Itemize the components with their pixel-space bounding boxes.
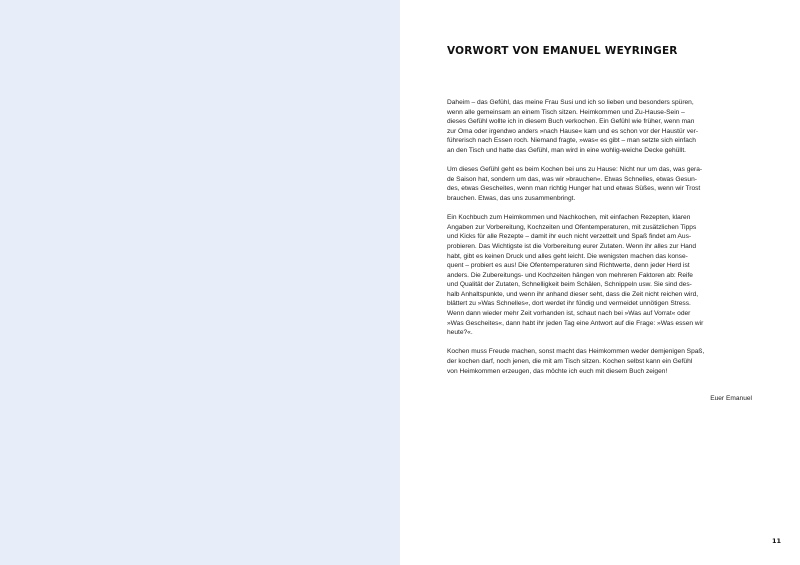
text-line: führerisch nach Essen roch. Niemand fragte, »was« es gibt – man setzte sich einfach [447, 137, 696, 145]
text-line: halb Anhaltspunkte, und wenn ihr anhand dieser seht, dass die Zeit nicht reichen wird, [447, 290, 699, 298]
text-line: und Kicks für alle Rezepte – damit ihr euch nicht verzettelt und Spaß findet am Aus- [447, 233, 692, 241]
text-line: von Heimkommen erzeugen, das möchte ich euch mit diesem Buch zeigen! [447, 367, 668, 375]
paragraph-4 [447, 347, 760, 376]
text-line: Um dieses Gefühl geht es beim Kochen bei uns zu Hause: Nicht nur um das, was gera- [447, 166, 703, 174]
text-line: Daheim – das Gefühl, das meine Frau Susi und ich so lieben und besonders spüren, [447, 99, 694, 106]
text-line: blättert zu »Was Schnelles«, dort werdet ihr fündig und vermeidet unnötigen Stress. [447, 300, 691, 308]
text-line: brauchen. Etwas, das uns zusammenbringt. [447, 194, 576, 202]
text-line: Ein Kochbuch zum Heimkommen und Nachkochen, mit einfachen Rezepten, klaren [447, 214, 691, 222]
paragraph-3 [447, 213, 760, 338]
text-line: dieses Gefühl wollte ich in diesem Buch verkochen. Ein Gefühl wie früher, wenn man [447, 118, 695, 126]
text-line: quent – probiert es aus! Die Ofentemperaturen sind Richtwerte, denn jeder Herd ist [447, 262, 690, 270]
text-line: probieren. Das Wichtigste ist die Vorbereitung eurer Zutaten. Wenn ihr alles zur Hand [447, 242, 697, 250]
text-line: des, etwas Gescheites, wenn man richtig Hunger hat und etwas Süßes, wenn wir Trost [447, 185, 701, 193]
paragraph-1 [447, 98, 760, 156]
page-title: VORWORT VON EMANUEL WEYRINGER [447, 45, 678, 57]
text-line: Angaben zur Vorbereitung, Kochzeiten und Ofentemperaturen, mit zusätzlichen Tipps [447, 223, 697, 231]
signature: Euer Emanuel [710, 395, 752, 402]
text-line: Wenn dann wieder mehr Zeit vorhanden ist, schaut nach bei »Was auf Vorrat« oder [447, 310, 691, 318]
text-line: der kochen darf, noch jenen, die mit am Tisch sitzen. Kochen selbst kann ein Gefühl [447, 358, 693, 366]
text-line: de Saison hat, sondern um das, was wir »brauchen«. Etwas Schnelles, etwas Gesun- [447, 175, 697, 183]
page-number: 11 [771, 537, 781, 545]
text-line: habt, gibt es keinen Druck und alles geht leicht. Die wenigsten machen das konse- [447, 252, 688, 260]
text-line: heute?«. [447, 329, 473, 337]
text-line: an den Tisch und hatte das Gefühl, man wird in eine wohlig-weiche Decke gehüllt. [447, 146, 686, 154]
paragraph-2 [447, 165, 760, 203]
text-line: und Qualität der Zutaten, Schnelligkeit beim Schälen, Schnippeln usw. Sie sind des- [447, 281, 692, 289]
body-text [447, 98, 760, 386]
text-line: »Was Gescheites«, dann habt ihr jeden Tag eine Antwort auf die Frage: »Was essen wir [447, 319, 704, 327]
text-line: zur Oma oder irgendwo anders »nach Hause« kam und es schon vor der Haustür ver- [447, 127, 699, 135]
text-line: anders. Die Zubereitungs- und Kochzeiten hängen von mehreren Faktoren ab: Reife [447, 271, 693, 279]
text-line: wenn alle gemeinsam an einem Tisch sitzen. Heimkommen und Zu-Hause-Sein – [447, 108, 685, 116]
text-line: Kochen muss Freude machen, sonst macht das Heimkommen weder demjenigen Spaß, [447, 348, 705, 356]
